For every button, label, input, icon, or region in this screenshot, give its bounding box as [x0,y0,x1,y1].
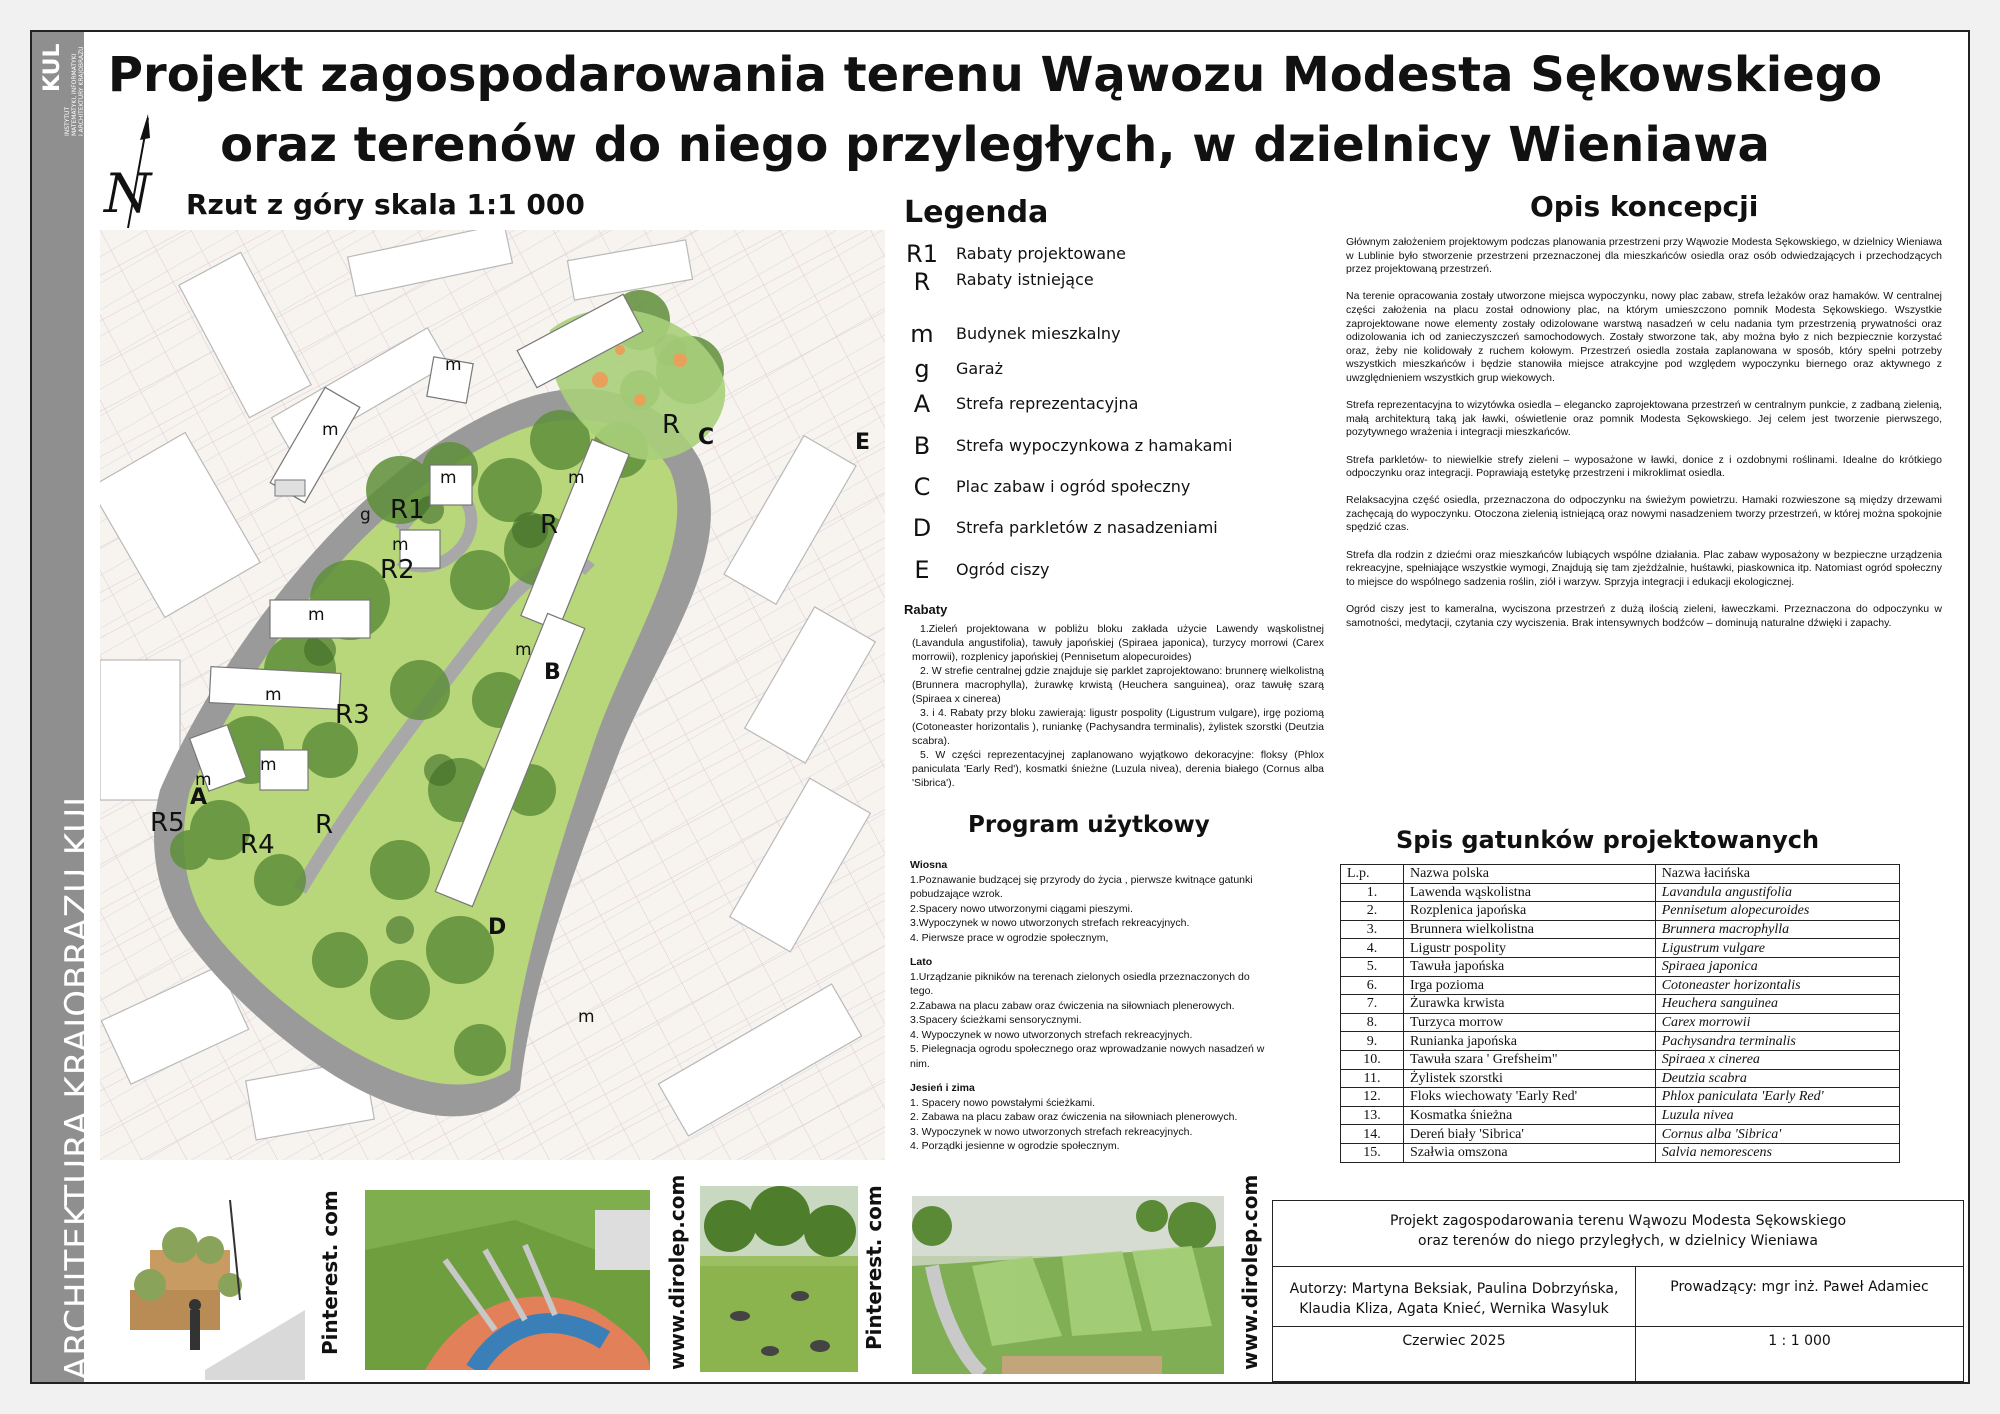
photo-parklet [110,1190,305,1380]
title-block-date: Czerwiec 2025 [1273,1327,1636,1381]
species-latin-name: Heuchera sanguinea [1655,995,1899,1014]
program-item: 3.Wypoczynek w nowo utworzonych strefach rekreacyjnych. [910,917,1190,929]
program-item: 4. Pierwsze prace w ogrodzie społecznym, [910,931,1109,944]
title-block-supervisor: Prowadzący: mgr inż. Paweł Adamiec [1636,1267,1963,1327]
species-number: 7. [1341,995,1404,1014]
kul-logo-text: KUL [40,43,65,92]
title-block-authors: Autorzy: Martyna Beksiak, Paulina Dobrzyńska, Klaudia Kliza, Agata Knieć, Wernika Wasyluk [1273,1267,1636,1327]
legend-symbol: B [913,432,931,460]
program-item: 4. Wypoczynek w nowo utworzonych strefach rekreacyjnych. [910,1028,1193,1041]
legend-symbol: m [910,320,934,348]
species-latin-name: Luzula nivea [1655,1106,1899,1125]
legend-symbol: g [914,355,930,383]
species-number: 6. [1341,976,1404,995]
legend-label: Strefa wypoczynkowa z hamakami [956,436,1233,455]
species-number: 10. [1341,1050,1404,1069]
garage-shape [275,480,305,496]
legend-symbol: E [914,556,930,584]
sidebar-vertical-text: ARCHITEKTURA KRAJOBRAZU KUL [58,786,98,1380]
north-arrow-icon [100,110,170,240]
opis-paragraph: Ogród ciszy jest to kameralna, wyciszona przestrzeń z dużą ilością zieleni, ławeczkami. Przeznaczona do odpoczynku w samotności, medytacji, czytania czy wyciszenia. Brak intensywnych bodźców – dominują naturalne dźwięki i zapachy. [1346,603,1942,629]
species-number: 4. [1341,939,1404,958]
program-list [910,858,1272,1154]
title-line-1: Projekt zagospodarowania terenu Wąwozu Modesta Sękowskiego [107,47,1883,103]
photo-credit: Pinterest. com [318,1190,342,1355]
species-polish-name: Tawuła szara ' Grefsheim" [1404,1050,1656,1069]
opis-text [1346,236,1942,644]
table-row [1341,1032,1900,1051]
opis-paragraph: Strefa reprezentacyjna to wizytówka osiedla – elegancko zaprojektowana przestrzeń w centralnym punkcie, z zadbaną zielenią, małą architekturą taką jak ławki, oświetlenie oraz pomnik Modesta Sękowskiego. Jej celem jest tworzenie pierwszego, pozytywnego wrażenia i integracji mieszkańców. [1346,399,1942,439]
program-item: 4. Porządki jesienne w ogrodzie społecznym. [910,1140,1120,1152]
label-r1: R1 [390,495,425,525]
legend-label: Garaż [956,359,1003,378]
label-m: m [440,468,457,488]
label-m: m [392,535,409,555]
photo-credit: www.dirolep.com [665,1174,689,1370]
scale-label: Rzut z góry skala 1:1 000 [186,188,585,221]
kul-logo [38,40,85,136]
species-number: 13. [1341,1106,1404,1125]
species-polish-name: Floks wiechowaty 'Early Red' [1404,1088,1656,1107]
photo-credit: Pinterest. com [862,1185,886,1350]
program-item: 2.Zabawa na placu zabaw oraz ćwiczenia na siłowniach plenerowych. [910,999,1235,1012]
legend-label: Rabaty istniejące [956,270,1094,289]
species-polish-name: Lawenda wąskolistna [1404,883,1656,902]
program-section-title: Lato [910,956,933,968]
legend-symbol: R1 [906,240,938,268]
label-m: m [260,755,277,775]
legend-label: Plac zabaw i ogród społeczny [956,477,1191,496]
label-r: R [662,410,681,440]
label-r: R [315,810,334,840]
species-number: 12. [1341,1088,1404,1107]
photo-slides [912,1196,1224,1374]
species-polish-name: Irga pozioma [1404,976,1656,995]
species-polish-name: Runianka japońska [1404,1032,1656,1051]
legend-item [904,390,1304,430]
table-row [1341,883,1900,902]
legend-item [904,473,1304,513]
label-m: m [568,468,585,488]
slides-photo [912,1196,1224,1374]
zone-a-label: A [190,785,208,810]
program-item: 2.Spacery nowo utworzonymi ciągami pieszymi. [910,902,1133,915]
rabaty-heading: Rabaty [904,602,948,617]
species-number: 11. [1341,1069,1404,1088]
table-row [1341,957,1900,976]
label-m: m [515,640,532,660]
species-latin-name: Lavandula angustifolia [1655,883,1899,902]
north-letter: N [104,162,152,225]
species-latin-name: Spiraea x cinerea [1655,1050,1899,1069]
table-row [1341,1050,1900,1069]
program-item: 3. Wypoczynek w nowo utworzonych strefach rekreacyjnych. [910,1125,1193,1138]
opis-paragraph: Głównym założeniem projektowym podczas planowania przestrzeni przy Wąwozie Modesta Sękowskiego, w dzielnicy Wieniawa w Lublinie było stworzenie przestrzeni przeznaczonej dla mieszkańców osiedla oraz osób odwiedzających i przechodzących przez projektowaną przestrzeń. [1346,236,1942,276]
table-row [1341,902,1900,921]
species-latin-name: Ligustrum vulgare [1655,939,1899,958]
table-row [1341,1069,1900,1088]
rabaty-item: 3. i 4. Rabaty przy bloku zawierają: ligustr pospolity (Ligustrum vulgare), irgę poziomą (Cotoneaster horizontalis ), runiankę (Pachysandra terminalis), żylistek szorstki (Deutzia scabra). [912,707,1324,747]
photo-credit: www.dirolep.com [1238,1174,1262,1370]
species-polish-name: Szałwia omszona [1404,1143,1656,1162]
table-row [1341,1088,1900,1107]
label-m: m [445,355,462,375]
legend-symbol: R [913,268,931,296]
table-row [1341,1143,1900,1162]
species-number: 3. [1341,920,1404,939]
opis-heading: Opis koncepcji [1530,190,1759,223]
kul-logo-institute: INSTYTUT MATEMATYKI, INFORMATYKI I ARCHITEKTURY KRAJOBRAZU [64,46,85,136]
label-r2: R2 [380,555,415,585]
title-block-title: Projekt zagospodarowania terenu Wąwozu Modesta Sękowskiego oraz terenów do niego przyległych, w dzielnicy Wieniawa [1273,1201,1963,1267]
species-number: 1. [1341,883,1404,902]
rabaty-list [904,622,1324,790]
program-item: 3.Spacery ścieżkami sensorycznymi. [910,1014,1082,1026]
species-polish-name: Brunnera wielkolistna [1404,920,1656,939]
label-r5: R5 [150,808,185,838]
zone-c-label: C [698,425,715,450]
species-number: 15. [1341,1143,1404,1162]
table-header-cell: Nazwa polska [1404,865,1656,884]
zone-d-label: D [488,915,507,940]
species-polish-name: Turzyca morrow [1404,1013,1656,1032]
program-item: 1.Urządzanie pikników na terenach zielonych osiedla przeznaczonych do tego. [910,970,1250,997]
table-row [1341,920,1900,939]
species-polish-name: Rozplenica japońska [1404,902,1656,921]
rabaty-item: 1.Zieleń projektowana w pobliżu bloku zakłada użycie Lawendy wąskolistnej (Lavandula angustifolia), tawuły japońskiej (Spiraea japonica), turzycy morrowi (Carex morrowii), rozplenicy japońskiej (Pennisetum alopecuroides) [912,623,1324,663]
zone-b-label: B [544,660,561,685]
program-section-title: Jesień i zima [910,1082,975,1094]
parklet-sketch [110,1190,305,1380]
species-latin-name: Salvia nemorescens [1655,1143,1899,1162]
opis-paragraph: Na terenie opracowania zostały utworzone miejsca wypoczynku, nowy plac zabaw, strefa leżaków oraz hamaków. W centralnej części założenia na placu został odnowiony plac, na którym umieszczono pomnik Modesta Sękowskiego. Wszystkie zaprojektowane nowe elementy zostały odizolowane warstwą nasadzeń w celu nadania tym przestrzenią prywatności oraz odizolowania ich od zanieczyszczeń samochodowych. Zostały stworzone tak, aby można było z nich bezpiecznie korzystać oraz, żeby nie kolidowały z ruchem kołowym. Przestrzeń osiedla została zaplanowana w sposób, który spełni potrzeby wszystkich mieszkańców i będzie stanowiła miejsce atrakcyjne pod względem wypoczynku biernego oraz aktywnego z uwzględnieniem wszystkich grup wiekowych. [1346,290,1942,384]
legend-item [904,556,1304,596]
species-latin-name: Cotoneaster horizontalis [1655,976,1899,995]
hammocks-photo [700,1186,858,1372]
species-latin-name: Phlox paniculata 'Early Red' [1655,1088,1899,1107]
zone-e-label: E [855,430,871,455]
legend-item [904,432,1304,472]
opis-paragraph: Relaksacyjna część osiedla, przeznaczona do odpoczynku na świeżym powietrzu. Hamaki rozwieszone są między drzewami zachęcają do wypoczynku. Otoczona zielenią istniejącą oraz nowymi nasadzeniem tworzy przestrzeń, w której można spokojnie spędzić czas. [1346,494,1942,534]
table-row [1341,1013,1900,1032]
rabaty-item: 5. W części reprezentacyjnej zaplanowano wyjątkowo dekoracyjne: floksy (Phlox paniculata 'Early Red'), kosmatki śnieżne (Luzula nivea), derenia białego (Cornus alba 'Sibrica'). [912,749,1324,789]
page-title [100,40,1890,180]
species-polish-name: Dereń biały 'Sibrica' [1404,1125,1656,1144]
site-plan [100,230,885,1160]
opis-paragraph: Strefa parkletów- to niewielkie strefy zieleni – wyposażone w ławki, donice z i ozdobnymi roślinami. Idealne do krótkiego odpoczynku oraz integracji. Poprawiają estetykę przestrzeni i mikroklimat osiedla. [1346,453,1942,480]
species-polish-name: Kosmatka śnieżna [1404,1106,1656,1125]
program-item: 1. Spacery nowo powstałymi ścieżkami. [910,1096,1095,1109]
table-row [1341,1125,1900,1144]
legend-item [904,514,1304,554]
legend-label: Strefa reprezentacyjna [956,394,1139,413]
table-row [1341,939,1900,958]
species-latin-name: Pennisetum alopecuroides [1655,902,1899,921]
photo-hammocks [700,1186,858,1372]
program-item: 5. Pielegnacja ogrodu społecznego oraz wprowadzanie nowych nasadzeń w nim. [910,1043,1265,1070]
label-g: g [360,505,371,525]
site-plan-drawing [100,230,885,1160]
species-polish-name: Ligustr pospolity [1404,939,1656,958]
playground-photo [365,1190,650,1370]
species-latin-name: Cornus alba 'Sibrica' [1655,1125,1899,1144]
label-r4: R4 [240,830,275,860]
table-row [1341,976,1900,995]
species-number: 9. [1341,1032,1404,1051]
title-block [1272,1200,1964,1382]
label-m: m [322,420,339,440]
species-number: 2. [1341,902,1404,921]
species-heading: Spis gatunków projektowanych [1396,826,1820,854]
legend-symbol: A [913,390,931,418]
program-item: 2. Zabawa na placu zabaw oraz ćwiczenia na siłowniach plenerowych. [910,1111,1238,1123]
table-header-cell: L.p. [1341,865,1404,884]
label-m: m [308,605,325,625]
species-latin-name: Spiraea japonica [1655,957,1899,976]
species-number: 5. [1341,957,1404,976]
label-r3: R3 [335,700,370,730]
title-block-scale: 1 : 1 000 [1768,1333,1831,1349]
species-latin-name: Brunnera macrophylla [1655,920,1899,939]
legend-symbol: D [912,514,932,542]
species-table [1340,864,1900,1163]
program-section-title: Wiosna [910,859,948,871]
legend-item [904,355,1304,395]
species-polish-name: Tawuła japońska [1404,957,1656,976]
legend-item [904,320,1304,360]
program-item: 1.Poznawanie budzącej się przyrody do życia , pierwsze kwitnące gatunki pobudzające wzrok. [910,873,1253,900]
photo-playground [365,1190,650,1370]
species-latin-name: Pachysandra terminalis [1655,1032,1899,1051]
table-row [1341,995,1900,1014]
label-m: m [195,770,212,790]
species-polish-name: Żurawka krwista [1404,995,1656,1014]
species-latin-name: Carex morrowii [1655,1013,1899,1032]
species-polish-name: Żylistek szorstki [1404,1069,1656,1088]
label-m: m [578,1007,595,1027]
title-line-2: oraz terenów do niego przyległych, w dzielnicy Wieniawa [220,117,1770,173]
species-number: 8. [1341,1013,1404,1032]
species-latin-name: Deutzia scabra [1655,1069,1899,1088]
table-header-cell: Nazwa łacińska [1655,865,1899,884]
legend-heading: Legenda [904,195,1049,230]
legend-label: Strefa parkletów z nasadzeniami [956,518,1218,537]
legend-symbol: C [913,473,931,501]
legend-item [904,268,1304,322]
species-number: 14. [1341,1125,1404,1144]
legend-label: Ogród ciszy [956,560,1050,579]
rabaty-item: 2. W strefie centralnej gdzie znajduje się parklet zaprojektowano: brunnerę wielkolistną (Brunnera macrophylla), żurawkę krwistą (Heuchera sanguinea), oraz tawułę szarą (Spiraea x cinerea) [912,665,1324,705]
opis-paragraph: Strefa dla rodzin z dziećmi oraz mieszkańców lubiących wspólne działania. Plac zabaw wyposażony w bezpieczne urządzenia rekreacyjne, spełniające wszystkie wymogi, Znajdują się tam zjeżdżalnie, huśtawki, piaskownica itp. Natomiast ogród społeczny to miejsce do wspólnego sadzenia roślin, ziół i warzyw. Sprzyja integracji i edukacji ekologicznej. [1346,548,1942,588]
legend-label: Rabaty projektowane [956,244,1127,263]
program-heading: Program użytkowy [968,812,1210,838]
legend-label: Budynek mieszkalny [956,324,1121,343]
label-m: m [265,685,282,705]
table-header-row [1341,865,1900,884]
table-row [1341,1106,1900,1125]
label-r: R [540,510,559,540]
